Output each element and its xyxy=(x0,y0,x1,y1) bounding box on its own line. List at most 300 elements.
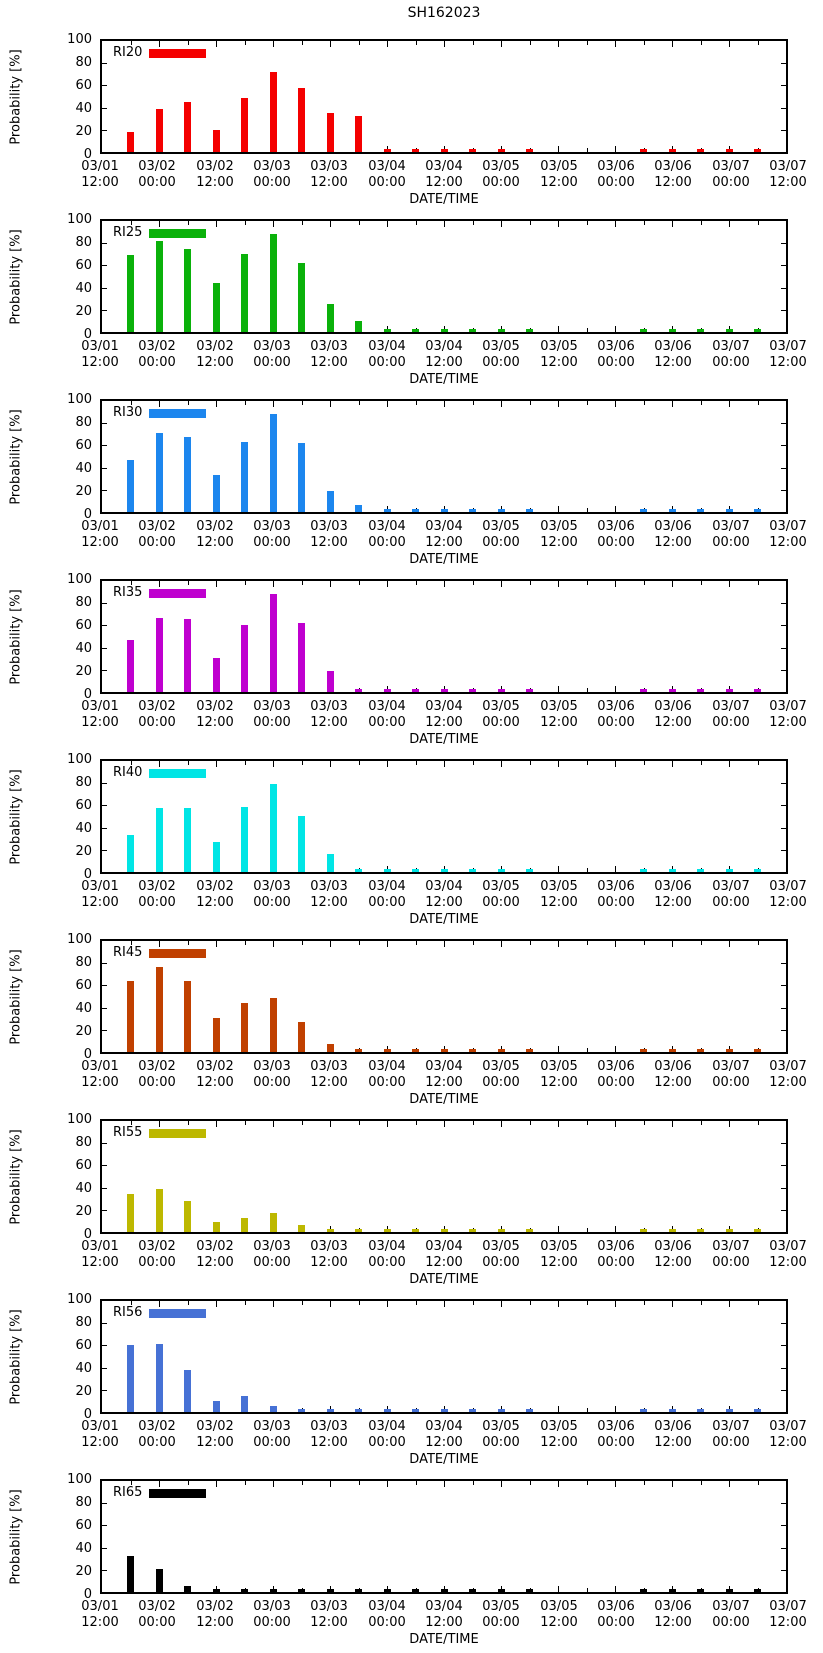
y-tick-mark xyxy=(102,423,107,424)
x-tick-label xyxy=(241,1419,303,1451)
y-tick-mark xyxy=(781,603,786,604)
x-tick-date: 03/05 xyxy=(540,519,578,534)
x-tick-time: 00:00 xyxy=(368,1075,406,1090)
x-tick-time: 12:00 xyxy=(81,715,119,730)
bar-ri35-03/04 00:00 xyxy=(384,689,391,692)
y-tick-mark xyxy=(781,1143,786,1144)
x-tick-mark xyxy=(644,941,645,945)
x-tick-mark xyxy=(216,221,217,227)
x-tick-date: 03/03 xyxy=(253,699,291,714)
x-tick-time: 00:00 xyxy=(368,895,406,910)
x-tick-label xyxy=(126,1059,188,1091)
x-tick-label xyxy=(298,879,360,911)
x-tick-label xyxy=(126,339,188,371)
x-tick-label xyxy=(126,1239,188,1271)
x-tick-mark xyxy=(587,1121,588,1125)
x-tick-mark xyxy=(188,41,189,45)
x-tick-date: 03/02 xyxy=(138,339,176,354)
x-tick-time: 00:00 xyxy=(712,535,750,550)
x-tick-date: 03/05 xyxy=(540,1239,578,1254)
x-tick-mark xyxy=(359,401,360,405)
bar-ri30-03/05 00:00 xyxy=(498,509,505,512)
x-tick-date: 03/06 xyxy=(597,1059,635,1074)
subplot-ri55 xyxy=(0,1111,823,1291)
y-tick-label: 100 xyxy=(67,32,92,47)
x-tick-mark xyxy=(672,41,673,47)
x-tick-mark xyxy=(359,41,360,45)
x-tick-label xyxy=(470,699,532,731)
plot-area-ri30 xyxy=(100,399,788,514)
y-tick-mark xyxy=(102,445,107,446)
x-tick-mark xyxy=(644,41,645,45)
x-tick-mark xyxy=(558,1046,559,1052)
x-tick-time: 00:00 xyxy=(712,175,750,190)
x-tick-mark xyxy=(530,41,531,45)
x-tick-date: 03/04 xyxy=(425,879,463,894)
legend-label: RI30 xyxy=(113,405,143,420)
bar-ri56-03/04 00:00 xyxy=(384,1409,391,1412)
x-tick-mark xyxy=(615,326,616,332)
x-tick-label xyxy=(642,1059,704,1091)
subplot-ri40 xyxy=(0,751,823,931)
x-tick-label xyxy=(470,1239,532,1271)
x-tick-label xyxy=(126,519,188,551)
y-tick-label: 80 xyxy=(75,775,92,790)
x-tick-time: 12:00 xyxy=(769,1075,807,1090)
bar-ri35-03/04 12:00 xyxy=(441,689,448,692)
x-tick-mark xyxy=(615,1226,616,1232)
bar-ri45-03/03 18:00 xyxy=(355,1049,362,1052)
bar-ri45-03/02 06:00 xyxy=(184,981,191,1052)
x-tick-time: 12:00 xyxy=(425,1615,463,1630)
x-tick-mark xyxy=(444,1301,445,1307)
x-tick-mark xyxy=(558,326,559,332)
x-tick-time: 00:00 xyxy=(368,175,406,190)
y-tick-label: 20 xyxy=(75,1024,92,1039)
bar-ri40-03/03 06:00 xyxy=(298,816,305,872)
bar-ri35-03/02 18:00 xyxy=(241,625,248,692)
y-tick-label: 100 xyxy=(67,1472,92,1487)
x-tick-label xyxy=(413,879,475,911)
y-tick-mark xyxy=(102,490,107,491)
x-tick-date: 03/03 xyxy=(253,1239,291,1254)
x-tick-mark xyxy=(701,941,702,945)
bar-ri35-03/06 12:00 xyxy=(669,689,676,692)
y-tick-mark xyxy=(102,243,107,244)
y-tick-mark xyxy=(102,1570,107,1571)
x-tick-mark xyxy=(615,1406,616,1412)
bar-ri30-03/04 12:00 xyxy=(441,509,448,512)
x-tick-time: 12:00 xyxy=(425,715,463,730)
bar-ri20-03/04 18:00 xyxy=(469,149,476,152)
y-tick-label: 40 xyxy=(75,1001,92,1016)
bar-ri20-03/04 06:00 xyxy=(412,149,419,152)
x-tick-time: 00:00 xyxy=(368,715,406,730)
bar-ri25-03/03 12:00 xyxy=(327,304,334,332)
x-tick-date: 03/06 xyxy=(654,879,692,894)
y-tick-mark xyxy=(781,1548,786,1549)
bar-ri56-03/03 06:00 xyxy=(298,1409,305,1412)
x-tick-date: 03/02 xyxy=(196,699,234,714)
x-tick-date: 03/06 xyxy=(654,1419,692,1434)
x-tick-date: 03/03 xyxy=(310,1239,348,1254)
x-tick-mark xyxy=(615,506,616,512)
x-tick-label xyxy=(413,519,475,551)
bar-ri30-03/02 12:00 xyxy=(213,475,220,512)
bar-ri55-03/02 00:00 xyxy=(156,1189,163,1232)
x-tick-time: 12:00 xyxy=(196,895,234,910)
legend xyxy=(113,46,206,60)
x-tick-label xyxy=(528,1059,590,1091)
y-tick-mark xyxy=(102,130,107,131)
x-tick-date: 03/06 xyxy=(597,879,635,894)
x-tick-label xyxy=(470,1599,532,1631)
x-tick-time: 12:00 xyxy=(310,175,348,190)
x-tick-date: 03/05 xyxy=(482,339,520,354)
x-tick-time: 00:00 xyxy=(482,1615,520,1630)
x-tick-mark xyxy=(701,761,702,765)
x-tick-mark xyxy=(387,1301,388,1307)
bar-ri40-03/03 00:00 xyxy=(270,784,277,872)
x-tick-date: 03/05 xyxy=(482,879,520,894)
x-tick-mark xyxy=(758,761,759,765)
x-tick-mark xyxy=(758,1121,759,1125)
x-tick-time: 12:00 xyxy=(81,1075,119,1090)
y-tick-mark xyxy=(102,805,107,806)
x-tick-date: 03/02 xyxy=(138,159,176,174)
legend xyxy=(113,586,206,600)
x-tick-date: 03/06 xyxy=(654,1239,692,1254)
x-tick-mark xyxy=(501,1481,502,1487)
x-tick-label xyxy=(298,519,360,551)
y-axis-title: Probability [%] xyxy=(8,1489,24,1585)
bar-ri40-03/02 00:00 xyxy=(156,808,163,872)
x-tick-mark xyxy=(701,401,702,405)
x-tick-mark xyxy=(473,761,474,765)
x-tick-mark xyxy=(444,941,445,947)
x-tick-mark xyxy=(330,581,331,587)
y-tick-label: 0 xyxy=(83,327,92,342)
bar-ri56-03/06 12:00 xyxy=(669,1409,676,1412)
x-tick-mark xyxy=(245,41,246,45)
x-tick-time: 12:00 xyxy=(196,1255,234,1270)
x-tick-time: 12:00 xyxy=(310,1435,348,1450)
x-tick-mark xyxy=(330,761,331,767)
bar-ri65-03/02 06:00 xyxy=(184,1586,191,1592)
y-tick-mark xyxy=(781,828,786,829)
bar-ri25-03/03 18:00 xyxy=(355,321,362,332)
x-tick-time: 12:00 xyxy=(769,535,807,550)
bar-ri56-03/03 18:00 xyxy=(355,1409,362,1412)
x-tick-date: 03/03 xyxy=(310,1599,348,1614)
y-tick-label: 20 xyxy=(75,1204,92,1219)
y-tick-label: 80 xyxy=(75,1135,92,1150)
bar-ri25-03/07 00:00 xyxy=(726,329,733,332)
y-tick-mark xyxy=(102,1548,107,1549)
bar-ri56-03/02 18:00 xyxy=(241,1396,248,1412)
x-tick-mark xyxy=(615,1046,616,1052)
x-tick-mark xyxy=(530,1121,531,1125)
bar-ri55-03/02 06:00 xyxy=(184,1201,191,1232)
y-tick-label: 80 xyxy=(75,55,92,70)
x-tick-mark xyxy=(530,941,531,945)
y-tick-mark xyxy=(781,423,786,424)
y-tick-mark xyxy=(781,490,786,491)
x-tick-mark xyxy=(558,1226,559,1232)
x-tick-label xyxy=(413,1059,475,1091)
x-axis-title: DATE/TIME xyxy=(409,912,479,927)
x-tick-date: 03/07 xyxy=(769,879,807,894)
legend xyxy=(113,1126,206,1140)
x-tick-time: 12:00 xyxy=(654,535,692,550)
x-tick-date: 03/07 xyxy=(712,159,750,174)
bar-ri30-03/04 18:00 xyxy=(469,509,476,512)
legend-swatch xyxy=(149,949,206,958)
y-tick-label: 100 xyxy=(67,572,92,587)
bar-ri65-03/03 12:00 xyxy=(327,1589,334,1592)
legend-swatch xyxy=(149,589,206,598)
x-tick-date: 03/03 xyxy=(310,159,348,174)
x-tick-label xyxy=(298,339,360,371)
x-tick-label xyxy=(585,1059,647,1091)
bar-ri40-03/04 12:00 xyxy=(441,869,448,872)
bar-ri25-03/04 00:00 xyxy=(384,329,391,332)
x-tick-time: 12:00 xyxy=(81,355,119,370)
x-tick-time: 00:00 xyxy=(138,355,176,370)
x-tick-mark xyxy=(701,41,702,45)
x-tick-mark xyxy=(587,221,588,225)
x-tick-time: 12:00 xyxy=(425,1255,463,1270)
x-tick-label xyxy=(757,519,819,551)
y-tick-label: 20 xyxy=(75,1564,92,1579)
bar-ri45-03/02 18:00 xyxy=(241,1003,248,1052)
x-tick-time: 00:00 xyxy=(482,535,520,550)
bar-ri65-03/05 00:00 xyxy=(498,1589,505,1592)
x-tick-mark xyxy=(701,221,702,225)
x-tick-mark xyxy=(587,581,588,585)
x-tick-mark xyxy=(558,146,559,152)
x-tick-time: 00:00 xyxy=(712,1435,750,1450)
y-tick-mark xyxy=(781,1525,786,1526)
x-tick-date: 03/07 xyxy=(712,1059,750,1074)
x-tick-date: 03/04 xyxy=(425,159,463,174)
bar-ri45-03/01 18:00 xyxy=(127,981,134,1052)
x-tick-date: 03/04 xyxy=(368,1599,406,1614)
x-tick-time: 12:00 xyxy=(540,535,578,550)
x-tick-mark xyxy=(644,1481,645,1485)
legend-swatch xyxy=(149,229,206,238)
bar-ri55-03/03 12:00 xyxy=(327,1229,334,1232)
y-tick-label: 20 xyxy=(75,1384,92,1399)
y-tick-label: 20 xyxy=(75,664,92,679)
x-tick-label xyxy=(700,699,762,731)
x-tick-time: 12:00 xyxy=(196,1075,234,1090)
x-tick-time: 00:00 xyxy=(253,1615,291,1630)
bar-ri20-03/07 00:00 xyxy=(726,149,733,152)
x-tick-date: 03/07 xyxy=(769,519,807,534)
bar-ri45-03/07 00:00 xyxy=(726,1049,733,1052)
x-tick-date: 03/04 xyxy=(425,339,463,354)
x-tick-date: 03/01 xyxy=(81,159,119,174)
x-tick-mark xyxy=(444,581,445,587)
x-tick-time: 12:00 xyxy=(769,1435,807,1450)
x-tick-label xyxy=(356,1599,418,1631)
x-tick-mark xyxy=(530,401,531,405)
y-axis-title: Probability [%] xyxy=(8,1129,24,1225)
x-tick-time: 12:00 xyxy=(769,355,807,370)
bar-ri40-03/04 06:00 xyxy=(412,869,419,872)
x-tick-mark xyxy=(216,761,217,767)
plot-area-ri40 xyxy=(100,759,788,874)
x-tick-label xyxy=(528,1239,590,1271)
bar-ri55-03/04 06:00 xyxy=(412,1229,419,1232)
bar-ri45-03/02 12:00 xyxy=(213,1018,220,1052)
x-tick-mark xyxy=(758,41,759,45)
y-tick-label: 40 xyxy=(75,281,92,296)
x-tick-mark xyxy=(615,41,616,47)
bar-ri40-03/04 00:00 xyxy=(384,869,391,872)
bar-ri65-03/04 12:00 xyxy=(441,1589,448,1592)
x-tick-mark xyxy=(273,401,274,407)
x-tick-mark xyxy=(672,1481,673,1487)
x-tick-date: 03/01 xyxy=(81,1059,119,1074)
y-tick-mark xyxy=(781,130,786,131)
bar-ri56-03/04 18:00 xyxy=(469,1409,476,1412)
y-tick-mark xyxy=(781,1323,786,1324)
y-tick-mark xyxy=(781,1030,786,1031)
x-tick-date: 03/01 xyxy=(81,1419,119,1434)
y-tick-mark xyxy=(781,1368,786,1369)
bar-ri30-03/04 06:00 xyxy=(412,509,419,512)
x-tick-mark xyxy=(530,1481,531,1485)
x-tick-mark xyxy=(245,761,246,765)
legend xyxy=(113,226,206,240)
x-tick-date: 03/01 xyxy=(81,519,119,534)
bar-ri20-03/02 18:00 xyxy=(241,98,248,152)
x-tick-label xyxy=(700,1239,762,1271)
y-tick-label: 60 xyxy=(75,258,92,273)
y-tick-mark xyxy=(781,805,786,806)
legend-label: RI55 xyxy=(113,1125,143,1140)
x-tick-mark xyxy=(672,221,673,227)
bar-ri20-03/03 12:00 xyxy=(327,113,334,152)
x-tick-mark xyxy=(729,401,730,407)
y-tick-mark xyxy=(102,63,107,64)
y-tick-mark xyxy=(102,1368,107,1369)
x-tick-label xyxy=(69,159,131,191)
bar-ri20-03/01 18:00 xyxy=(127,132,134,152)
subplot-ri56 xyxy=(0,1291,823,1471)
x-tick-mark xyxy=(615,401,616,407)
bar-ri20-03/04 00:00 xyxy=(384,149,391,152)
y-tick-mark xyxy=(102,603,107,604)
plot-area-ri45 xyxy=(100,939,788,1054)
x-tick-date: 03/05 xyxy=(482,699,520,714)
y-tick-mark xyxy=(781,288,786,289)
x-tick-time: 00:00 xyxy=(368,535,406,550)
y-tick-mark xyxy=(102,1143,107,1144)
x-tick-mark xyxy=(302,1301,303,1305)
bar-ri20-03/03 00:00 xyxy=(270,72,277,152)
bar-ri55-03/05 06:00 xyxy=(526,1229,533,1232)
x-tick-label xyxy=(585,1419,647,1451)
x-tick-time: 00:00 xyxy=(138,715,176,730)
x-tick-label xyxy=(585,1599,647,1631)
x-tick-label xyxy=(241,1059,303,1091)
y-tick-label: 40 xyxy=(75,821,92,836)
x-tick-mark xyxy=(587,328,588,332)
y-tick-label: 80 xyxy=(75,235,92,250)
x-tick-label xyxy=(298,1059,360,1091)
x-tick-label xyxy=(585,879,647,911)
x-tick-date: 03/06 xyxy=(597,159,635,174)
x-tick-date: 03/02 xyxy=(196,159,234,174)
x-tick-date: 03/06 xyxy=(654,699,692,714)
x-tick-date: 03/04 xyxy=(368,1239,406,1254)
x-axis-title: DATE/TIME xyxy=(409,372,479,387)
x-tick-label xyxy=(642,1419,704,1451)
x-tick-time: 12:00 xyxy=(81,535,119,550)
x-tick-mark xyxy=(558,1586,559,1592)
x-tick-time: 12:00 xyxy=(310,1255,348,1270)
y-tick-mark xyxy=(781,468,786,469)
x-tick-label xyxy=(298,1599,360,1631)
bar-ri20-03/02 06:00 xyxy=(184,102,191,152)
x-tick-label xyxy=(356,339,418,371)
x-tick-label xyxy=(241,699,303,731)
x-tick-mark xyxy=(387,941,388,947)
x-tick-mark xyxy=(359,581,360,585)
x-tick-mark xyxy=(330,1301,331,1307)
x-tick-label xyxy=(69,1239,131,1271)
x-tick-label xyxy=(757,1419,819,1451)
x-tick-time: 00:00 xyxy=(138,1615,176,1630)
y-tick-label: 20 xyxy=(75,844,92,859)
x-tick-time: 00:00 xyxy=(482,1435,520,1450)
x-tick-date: 03/02 xyxy=(138,1599,176,1614)
x-tick-label xyxy=(413,339,475,371)
bar-ri65-03/04 06:00 xyxy=(412,1589,419,1592)
x-tick-time: 00:00 xyxy=(253,1255,291,1270)
bar-ri55-03/06 18:00 xyxy=(697,1229,704,1232)
x-tick-mark xyxy=(729,581,730,587)
x-tick-mark xyxy=(758,1301,759,1305)
x-tick-date: 03/06 xyxy=(597,699,635,714)
x-tick-mark xyxy=(701,1481,702,1485)
bar-ri56-03/05 06:00 xyxy=(526,1409,533,1412)
x-tick-mark xyxy=(758,581,759,585)
x-tick-label xyxy=(470,519,532,551)
x-tick-mark xyxy=(615,221,616,227)
bar-ri20-03/05 06:00 xyxy=(526,149,533,152)
x-tick-date: 03/06 xyxy=(654,159,692,174)
x-tick-label xyxy=(642,339,704,371)
x-tick-date: 03/01 xyxy=(81,1239,119,1254)
x-tick-time: 00:00 xyxy=(597,1615,635,1630)
bar-ri20-03/03 06:00 xyxy=(298,88,305,152)
y-tick-label: 100 xyxy=(67,212,92,227)
x-tick-mark xyxy=(302,1481,303,1485)
x-tick-date: 03/05 xyxy=(482,1599,520,1614)
x-tick-mark xyxy=(359,1481,360,1485)
bar-ri30-03/06 12:00 xyxy=(669,509,676,512)
bar-ri20-03/04 12:00 xyxy=(441,149,448,152)
x-tick-date: 03/04 xyxy=(425,699,463,714)
x-tick-date: 03/04 xyxy=(425,1419,463,1434)
y-tick-mark xyxy=(781,670,786,671)
x-tick-mark xyxy=(416,581,417,585)
x-tick-date: 03/02 xyxy=(138,699,176,714)
